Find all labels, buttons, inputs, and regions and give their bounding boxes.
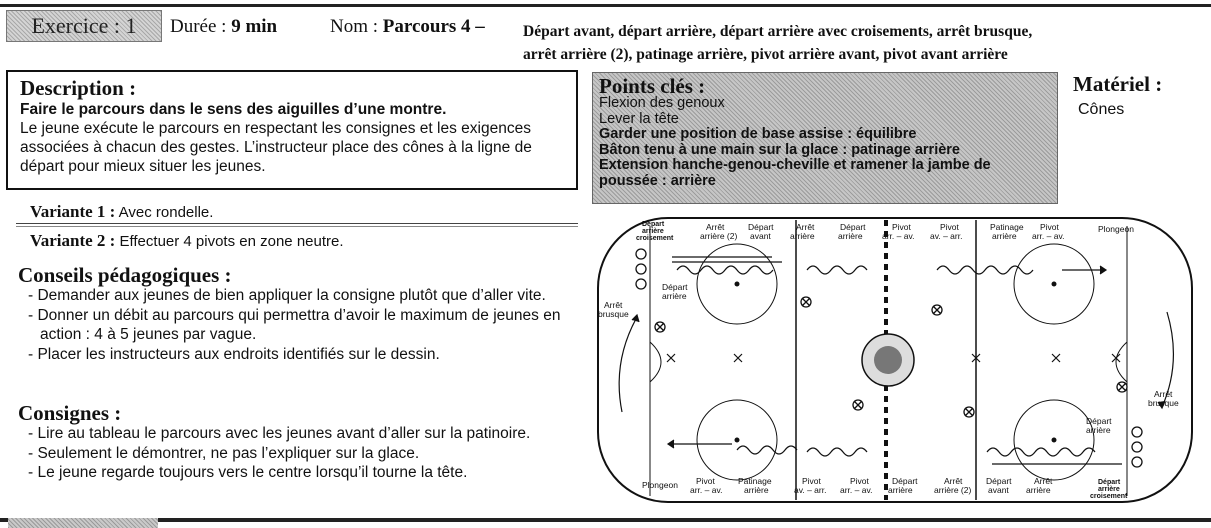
consignes-section: [18, 402, 578, 483]
conseils-section: [18, 264, 578, 364]
goal-crease-right: [1116, 342, 1127, 382]
label-bottom-depart-croisement: Départ arrière croisement: [1090, 479, 1128, 500]
label-bottom-patinage: Patinage arrière: [738, 476, 772, 495]
top-rule: [0, 4, 1211, 7]
conseils-list: [28, 286, 578, 364]
name-desc-line-1: Départ avant, départ arrière, départ arrière avec croisements, arrêt brusque,: [523, 23, 1033, 40]
key-point: Lever la tête: [599, 110, 679, 127]
label-depart-arriere: Départ arrière: [838, 222, 866, 241]
list-item: - Seulement le démontrer, ne pas l’expliquer sur la glace.: [28, 444, 578, 464]
name-desc-line-2: arrêt arrière (2), patinage arrière, pivot arrière avant, pivot avant arrière: [523, 46, 1008, 63]
conseils-title: Conseils pédagogiques :: [18, 263, 232, 287]
key-points-list: [599, 96, 1051, 189]
skating-path-top: [672, 257, 1106, 274]
label-bottom-pivot-2: Pivot av. – arr.: [794, 476, 827, 495]
bottom-rule: [0, 518, 1211, 522]
label-pivot-1: Pivot arr. – av.: [882, 222, 915, 241]
goal-crease-left: [650, 342, 661, 382]
variante-1: [30, 202, 213, 222]
materiel-value: Cônes: [1078, 101, 1125, 118]
exercise-name-description: [523, 20, 1163, 66]
description-body: Le jeune exécute le parcours en respectant les consignes et les exigences associées à chacun des gestes. L’instructeur place des cônes à la ligne de départ pour mieux situer les jeunes.: [20, 120, 532, 175]
label-arret-arriere-2: Arrêt arrière (2): [700, 222, 738, 241]
description-box: [6, 70, 578, 190]
label-left-depart-arriere: Départ arrière: [662, 282, 688, 301]
label-patinage-arriere: Patinage arrière: [990, 222, 1024, 241]
label-depart-avant: Départ avant: [748, 222, 774, 241]
skating-path-bottom: [668, 440, 1122, 464]
variante-1-label: Variante 1 :: [30, 202, 116, 221]
key-points-title: Points clés :: [599, 74, 706, 98]
key-point: Bâton tenu à une main sur la glace : patinage arrière: [599, 141, 960, 158]
description-lead: Faire le parcours dans le sens des aiguilles d’une montre.: [20, 101, 447, 118]
consignes-list: [28, 424, 578, 483]
exercise-badge: Exercice : 1: [6, 10, 162, 42]
label-bottom-pivot-3: Pivot arr. – av.: [840, 476, 873, 495]
label-plongeon-bottom: Plongeon: [642, 480, 678, 490]
key-point: Flexion des genoux: [599, 95, 725, 111]
label-arret-arriere: Arrêt arrière: [790, 222, 815, 241]
duration-label: Durée :: [170, 16, 227, 37]
label-bottom-arret-arriere: Arrêt arrière: [1026, 476, 1053, 495]
rink-diagram: [592, 212, 1206, 512]
divider: [16, 223, 578, 224]
label-pivot-2: Pivot av. – arr.: [930, 222, 963, 241]
list-item: - Placer les instructeurs aux endroits identifiés sur le dessin.: [28, 345, 578, 365]
bottom-swatch: [8, 518, 158, 528]
duration: [170, 16, 277, 38]
key-point: Extension hanche-genou-cheville et ramener la jambe de poussée : arrière: [599, 157, 991, 189]
name-value: Parcours 4 –: [382, 16, 485, 37]
list-item: - Demander aux jeunes de bien appliquer la consigne plutôt que d’aller vite.: [28, 286, 578, 306]
label-right-arret-brusque: Arrêt brusque: [1148, 389, 1179, 408]
label-pivot-3: Pivot arr. – av.: [1032, 222, 1065, 241]
label-plongeon-top: Plongeon: [1098, 224, 1134, 234]
materiel-title: Matériel :: [1073, 72, 1163, 96]
variante-1-text: Avec rondelle.: [118, 204, 214, 221]
variante-2: [30, 231, 344, 251]
label-right-depart-arriere: Départ arrière: [1086, 416, 1112, 435]
variante-2-text: Effectuer 4 pivots en zone neutre.: [119, 233, 344, 250]
label-bottom-arret-arriere-2: Arrêt arrière (2): [934, 476, 972, 495]
name-label: Nom :: [330, 16, 379, 37]
key-points-box: [592, 72, 1058, 204]
variante-2-label: Variante 2 :: [30, 231, 116, 250]
label-bottom-depart-arriere: Départ arrière: [888, 476, 918, 495]
list-item: - Donner un débit au parcours qui permettra d’avoir le maximum de jeunes en action : 4 à 5 jeunes par vague.: [28, 306, 578, 345]
divider: [16, 226, 578, 227]
list-item: - Le jeune regarde toujours vers le centre lorsqu’il tourne la tête.: [28, 463, 578, 483]
duration-value: 9 min: [231, 16, 278, 37]
list-item: - Lire au tableau le parcours avec les jeunes avant d’aller sur la patinoire.: [28, 424, 578, 444]
description-title: Description :: [20, 76, 137, 100]
label-left-arret-brusque: Arrêt brusque: [598, 300, 629, 319]
label-bottom-depart-avant: Départ avant: [986, 476, 1012, 495]
exercise-name: [330, 16, 485, 38]
consignes-title: Consignes :: [18, 401, 122, 425]
label-depart-croisement: Départ arrière croisement: [636, 221, 674, 242]
label-bottom-pivot-1: Pivot arr. – av.: [690, 476, 723, 495]
key-point: Garder une position de base assise : équilibre: [599, 126, 917, 142]
